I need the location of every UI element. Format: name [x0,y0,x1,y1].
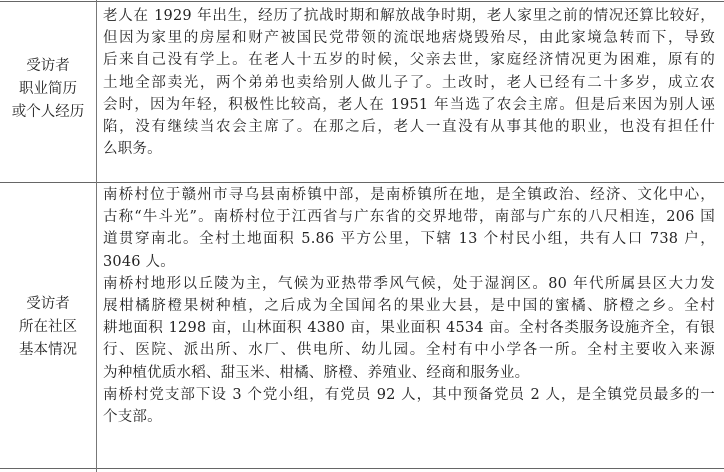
text-line: 但因为家里的房屋和财产被国民党带领的流氓地痞烧毁殆尽，由此家境急转而下，导致 [103,30,715,47]
table-top-border [0,1,724,2]
text-line: 3046 人。 [103,253,175,270]
text-line: 道贯穿南北。全村土地面积 5.86 平方公里，下辖 13 个村民小组，共有人口 738 户， [103,231,715,248]
text-line: 么职务。 [103,141,162,158]
label-line: 基本情况 [19,342,77,358]
label-line: 受访者 [26,296,70,312]
text-line: 土地全部卖光，两个弟弟也卖给别人做儿子了。土改时，老人已经有二十多岁，成立农 [103,74,715,91]
label-line: 职业简历 [19,81,77,97]
text-line: 南桥村位于赣州市寻乌县南桥镇中部，是南桥镇所在地，是全镇政治、经济、文化中心， [103,187,715,203]
row-label-community [0,293,96,362]
paragraph [103,5,715,160]
label-line: 或个人经历 [11,104,85,120]
row-content-occupation [103,5,715,160]
text-line: 耕地面积 1298 亩，山林面积 4380 亩，果业面积 4534 亩。全村各类服务设施齐全，有银 [103,320,715,337]
paragraph [103,184,715,273]
text-line: 南桥村党支部下设 3 个党小组，有党员 92 人，其中预备党员 2 人，是全镇党员最多的一 [103,386,715,403]
text-line: 会时，因为年轻，积极性比较高，老人在 1951 年当选了农会主席。但是后来因为别人诬 [103,96,715,113]
table-bottom-border [0,468,724,469]
text-line: 为种植优质水稻、甜玉米、柑橘、脐橙、养殖业、经商和服务业。 [103,364,530,381]
text-line: 老人在 1929 年出生，经历了抗战时期和解放战争时期，老人家里之前的情况还算比较好， [103,8,715,24]
text-line: 展柑橘脐橙果树种植，之后成为全国闻名的果业大县，是中国的蜜橘、脐橙之乡。全村 [103,298,715,315]
label-line: 所在社区 [19,319,77,335]
row-label-occupation [0,55,96,124]
text-line: 个支部。 [103,409,162,426]
column-divider [96,0,97,472]
paragraph [103,384,715,428]
text-line: 陷，没有继续当农会主席了。在那之后，老人一直没有从事其他的职业，也没有担任什 [103,119,715,136]
paragraph [103,273,715,384]
text-line: 行、医院、派出所、水厂、供电所、幼儿园。全村有中小学各一所。全村主要收入来源 [103,342,715,359]
row-content-community [103,184,715,428]
text-line: 南桥村地形以丘陵为主，气候为亚热带季风气候，处于湿润区。80 年代所属县区大力发 [103,275,715,292]
row-divider [0,182,724,183]
text-line: 后来自己没有学上。在老人十五岁的时候，父亲去世，家庭经济情况更为困难，原有的 [103,52,715,69]
text-line: 古称“牛斗光”。南桥村位于江西省与广东省的交界地带，南部与广东的八尺相连，206 国 [103,209,715,226]
label-line: 受访者 [26,58,70,74]
